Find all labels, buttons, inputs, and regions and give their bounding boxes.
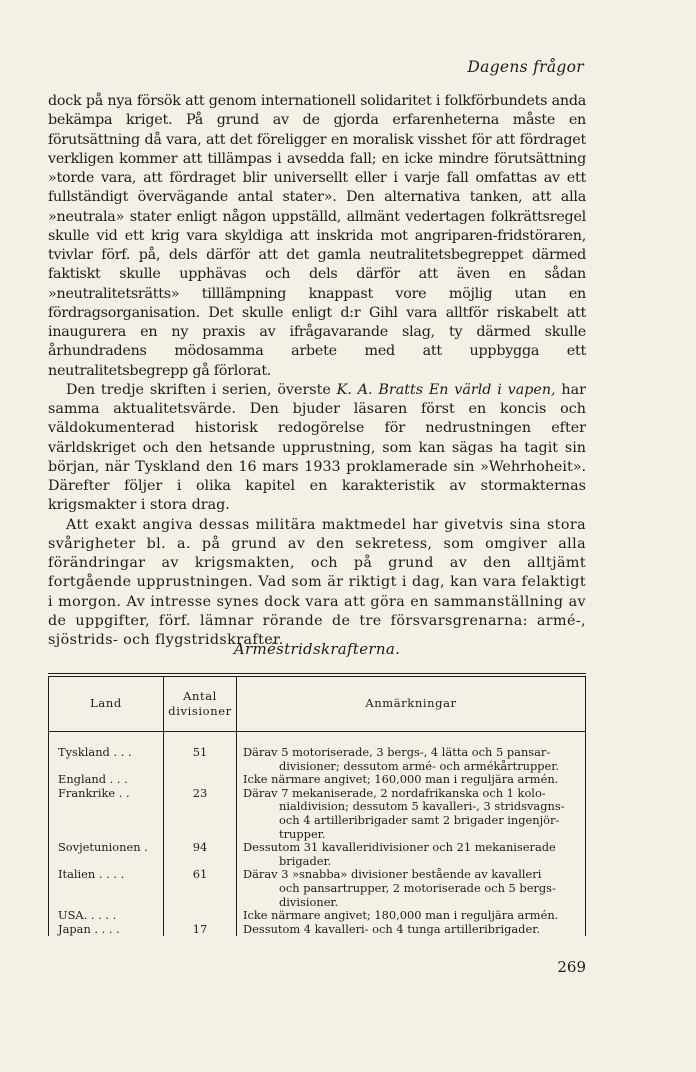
cell-divisions xyxy=(164,773,237,787)
paragraph-2-intro: Den tredje skriften i serien, överste xyxy=(66,381,337,398)
header-divisions-line2: divisioner xyxy=(168,704,232,718)
section-title: Arméstridskrafterna. xyxy=(233,640,401,658)
cell-land: Japan . . . . xyxy=(49,923,164,937)
cell-divisions xyxy=(164,909,237,923)
cell-remarks xyxy=(237,773,586,787)
table-spacer-row xyxy=(49,732,586,747)
remark-line: divisioner; dessutom armé- och armékårtrupper. xyxy=(279,758,560,773)
book-title-reference: K. A. Bratts En värld i vapen, xyxy=(336,381,556,398)
table-row xyxy=(49,923,586,937)
page-number: 269 xyxy=(557,958,586,976)
cell-remarks xyxy=(237,923,586,937)
cell-remarks xyxy=(237,746,586,773)
cell-divisions: 61 xyxy=(164,868,237,909)
remark-line: nialdivision; dessutom 5 kavalleri-, 3 stridsvagns- xyxy=(279,799,565,814)
cell-remarks xyxy=(237,868,586,909)
table-row xyxy=(49,868,586,909)
remark-line: Icke närmare angivet; 160,000 man i reguljära armén. xyxy=(243,772,559,787)
cell-land: Sovjetunionen . xyxy=(49,841,164,868)
table-header-row xyxy=(49,677,586,732)
remark-line: Dessutom 31 kavalleridivisioner och 21 mekaniserade xyxy=(243,840,556,855)
running-head: Dagens frågor xyxy=(467,58,584,76)
header-divisions xyxy=(164,677,237,732)
header-divisions-line1: Antal xyxy=(183,689,217,703)
table-body xyxy=(49,732,586,937)
remark-line: trupper. xyxy=(279,826,326,841)
cell-remarks xyxy=(237,909,586,923)
remark-line: divisioner. xyxy=(279,894,339,909)
table-row xyxy=(49,909,586,923)
paragraph-2-body: har samma aktualitetsvärde. Den bjuder läsaren först en koncis och väldokumenterad historisk redogörelse för nedrustningen efter världskriget och den hetsande upprustning, som kan sägas ha tagit sin början, när Tyskland den 16 mars 1933 proklamerade sin »Wehrhoheit». Därefter följer i olika kapitel en karakteristik av stormakternas krigsmakter i stora drag. xyxy=(48,381,586,514)
cell-land: England . . . xyxy=(49,773,164,787)
remark-line: och 4 artilleribrigader samt 2 brigader ingenjör- xyxy=(279,812,560,827)
paragraph-3: Att exakt angiva dessas militära maktmedel har givetvis sina stora svårigheter bl. a. på grund av den sekretess, som omgiver alla förändringar av krigsmakten, och på grund av den alltjämt fortgående upprustningen. Vad som är riktigt i dag, kan vara felaktigt i morgon. Av intresse synes dock vara att göra en sammanställning av de uppgifter, förf. lämnar rörande de tre försvarsgrenarna: armé-, sjöstrids- och flygstridskrafter. xyxy=(48,516,586,648)
cell-divisions: 23 xyxy=(164,787,237,841)
cell-remarks xyxy=(237,841,586,868)
cell-divisions: 51 xyxy=(164,746,237,773)
cell-land: Italien . . . . xyxy=(49,868,164,909)
body-text xyxy=(48,92,586,650)
table-row xyxy=(49,773,586,787)
table-row xyxy=(49,787,586,841)
remark-line: Dessutom 4 kavalleri- och 4 tunga artilleribrigader. xyxy=(243,921,541,936)
paragraph-2 xyxy=(48,381,586,516)
remark-line: Icke närmare angivet; 180,000 man i reguljära armén. xyxy=(243,908,559,923)
remark-line: och pansartrupper, 2 motoriserade och 5 bergs- xyxy=(279,880,556,895)
cell-divisions: 17 xyxy=(164,923,237,937)
cell-divisions: 94 xyxy=(164,841,237,868)
paragraph-1: dock på nya försök att genom internationell solidaritet i folkförbundets anda bekämpa kriget. På grund av de gjorda erfarenheterna måste en förutsättning då vara, att det föreligger en moralisk visshet för att fördraget verkligen kommer att tillämpas i avsedda fall; en icke mindre förutsättning »torde vara, att fördraget blir universellt eller i varje fall omfattas av ett fullständigt övervägande antal stater». Den alternativa tanken, att alla »neutrala» stater enligt någon uppställd, allmänt vedertagen folkrättsregel skulle vid ett krig vara skyldiga att inskrida mot angriparen-fridstöraren, tvivlar förf. på, dels därför att det gamla neutralitetsbegreppet därmed faktiskt skulle upphävas och dels därför att även en sådan »neutralitetsrätts» tilllämpning knappast vore möjlig utan en fördragsorganisation. Det skulle enligt d:r Gihl vara alltför riskabelt att inaugurera en ny praxis av ifrågavarande slag, ty därmed skulle århundradens mödosamma arbete med att uppbygga ett neutralitetsbegrepp gå förlorat. xyxy=(48,93,586,379)
cell-land: Tyskland . . . xyxy=(49,746,164,773)
table-row xyxy=(49,746,586,773)
cell-land: USA. . . . . xyxy=(49,909,164,923)
remark-line: Därav 5 motoriserade, 3 bergs-, 4 lätta och 5 pansar- xyxy=(243,745,551,759)
cell-remarks xyxy=(237,787,586,841)
remark-line: brigader. xyxy=(279,853,332,868)
army-forces-table xyxy=(48,677,586,936)
remark-line: Därav 7 mekaniserade, 2 nordafrikanska och 1 kolo- xyxy=(243,785,546,800)
cell-land: Frankrike . . xyxy=(49,787,164,841)
remark-line: Därav 3 »snabba» divisioner bestående av kavalleri xyxy=(243,867,542,882)
header-remarks: Anmärkningar xyxy=(237,677,586,732)
army-table-container xyxy=(48,673,586,936)
table-row xyxy=(49,841,586,868)
header-land: Land xyxy=(49,677,164,732)
